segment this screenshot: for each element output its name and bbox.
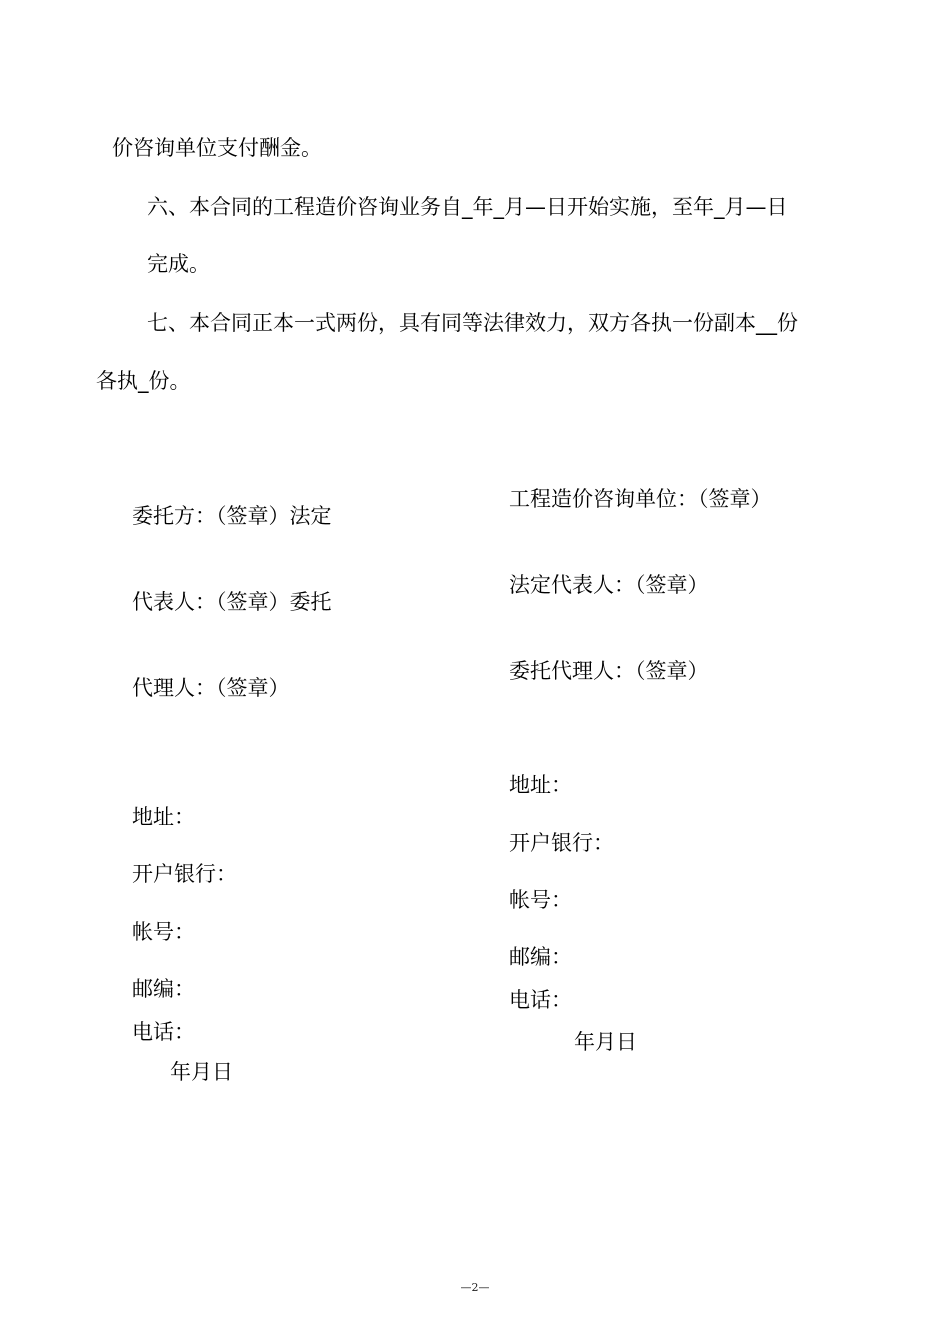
consultant-date-label: 年月日 [574, 1030, 637, 1054]
client-representative-line: 代表人：（签章）委托 [132, 590, 332, 614]
consultant-postcode-label: 邮编： [509, 945, 572, 969]
consultant-address-label: 地址： [509, 773, 572, 797]
client-bank-label: 开户银行： [132, 862, 237, 886]
consultant-phone-label: 电话： [509, 988, 572, 1012]
paragraph-5-continued: 价咨询单位支付酬金。 [112, 136, 322, 160]
client-signature-line: 委托方：（签章）法定 [132, 504, 332, 528]
client-account-label: 帐号： [132, 920, 195, 944]
client-postcode-label: 邮编： [132, 977, 195, 1001]
consultant-account-label: 帐号： [509, 888, 572, 912]
page-number: —2— [460, 1281, 490, 1294]
client-agent-line: 代理人：（签章） [132, 676, 290, 700]
client-address-label: 地址： [132, 805, 195, 829]
paragraph-7-line1: 七、本合同正本一式两份，具有同等法律效力，双方各执一份副本__份 [147, 311, 798, 335]
consultant-agent-line: 委托代理人：（签章） [509, 659, 709, 683]
client-phone-label: 电话： [132, 1020, 195, 1044]
consultant-legal-rep-line: 法定代表人：（签章） [509, 573, 709, 597]
consultant-bank-label: 开户银行： [509, 831, 614, 855]
client-date-clipped [170, 1058, 290, 1084]
paragraph-6-line1: 六、本合同的工程造价咨询业务自_年_月—日开始实施，至年_月—日 [147, 195, 788, 219]
paragraph-7-line2: 各执_份。 [96, 369, 191, 393]
client-date-text: 年月日 [170, 1060, 233, 1084]
paragraph-6-line2: 完成。 [147, 252, 210, 276]
consultant-signature-line: 工程造价咨询单位：（签章） [509, 487, 772, 511]
